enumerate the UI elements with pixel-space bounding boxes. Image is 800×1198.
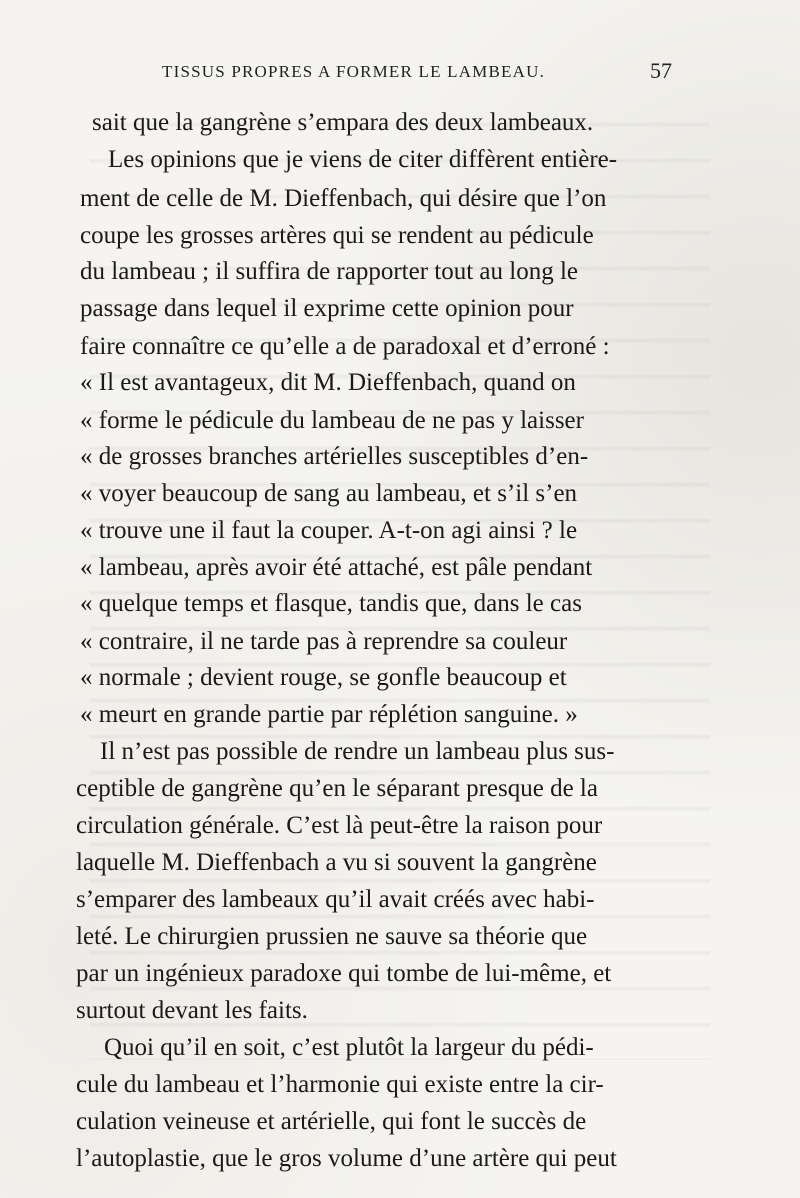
running-header xyxy=(0,58,800,88)
text-line: passage dans lequel il exprime cette opinion pour xyxy=(80,295,574,322)
text-line: sait que la gangrène s’empara des deux lambeaux. xyxy=(92,109,594,136)
text-line: par un ingénieux paradoxe qui tombe de lui-même, et xyxy=(76,960,612,987)
text-line: Il n’est pas possible de rendre un lambeau plus sus- xyxy=(100,738,615,765)
text-line: Quoi qu’il en soit, c’est plutôt la largeur du pédi- xyxy=(104,1034,594,1061)
text-line: circulation générale. C’est là peut-être la raison pour xyxy=(76,812,603,839)
text-line: coupe les grosses artères qui se rendent au pédicule xyxy=(80,222,594,249)
text-line: « trouve une il faut la couper. A-t-on agi ainsi ? le xyxy=(80,517,578,544)
text-line: faire connaître ce qu’elle a de paradoxal et d’erroné : xyxy=(80,333,610,360)
text-line: « quelque temps et flasque, tandis que, dans le cas xyxy=(80,590,582,617)
text-line: « Il est avantageux, dit M. Dieffenbach, quand on xyxy=(80,369,576,396)
text-line: « de grosses branches artérielles susceptibles d’en- xyxy=(80,443,589,470)
text-line: ment de celle de M. Dieffenbach, qui désire que l’on xyxy=(80,185,607,212)
text-line: ceptible de gangrène qu’en le séparant presque de la xyxy=(76,775,598,802)
text-line: « meurt en grande partie par réplétion sanguine. » xyxy=(80,701,578,728)
text-line: « normale ; devient rouge, se gonfle beaucoup et xyxy=(80,664,567,691)
text-line: laquelle M. Dieffenbach a vu si souvent la gangrène xyxy=(76,849,597,876)
text-line: l’autoplastie, que le gros volume d’une artère qui peut xyxy=(76,1145,617,1172)
text-line: « contraire, il ne tarde pas à reprendre sa couleur xyxy=(80,628,568,655)
text-line: cule du lambeau et l’harmonie qui existe entre la cir- xyxy=(76,1071,604,1098)
text-line: Les opinions que je viens de citer diffèrent entière- xyxy=(108,146,618,173)
page-number: 57 xyxy=(650,58,672,83)
text-line: « forme le pédicule du lambeau de ne pas y laisser xyxy=(80,407,584,434)
text-line: « voyer beaucoup de sang au lambeau, et s’il s’en xyxy=(80,480,578,507)
text-line: surtout devant les faits. xyxy=(76,997,308,1024)
running-title: TISSUS PROPRES A FORMER LE LAMBEAU. xyxy=(162,62,546,81)
text-line: du lambeau ; il suffira de rapporter tout au long le xyxy=(80,258,578,285)
text-line: « lambeau, après avoir été attaché, est pâle pendant xyxy=(80,554,593,581)
text-line: leté. Le chirurgien prussien ne sauve sa théorie que xyxy=(76,923,588,950)
text-line: s’emparer des lambeaux qu’il avait créés avec habi- xyxy=(76,886,595,913)
text-line: culation veineuse et artérielle, qui font le succès de xyxy=(76,1108,587,1135)
